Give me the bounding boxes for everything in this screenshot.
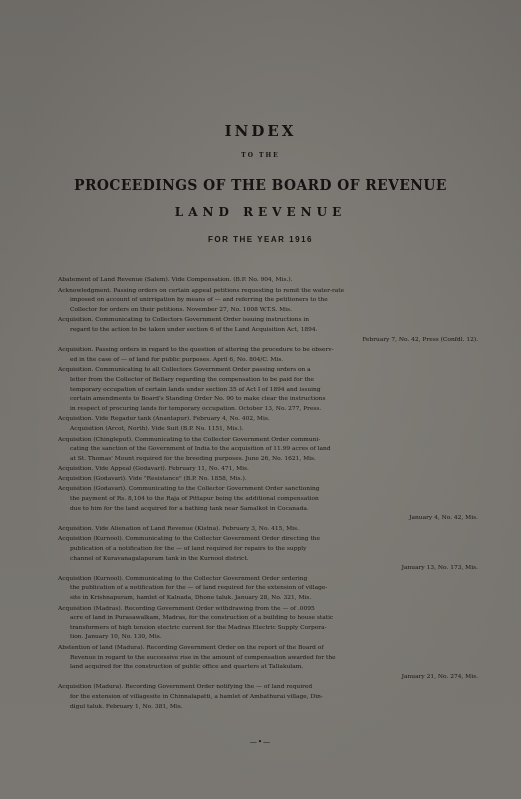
index-entry bbox=[58, 644, 478, 682]
entry-line: acre of land in Purasawalkam, Madras, for the construction of a building to house static bbox=[70, 615, 334, 622]
entry-line: for the extension of villagesite in Chinnalapatti, a hamlet of Ambathurai village, Din- bbox=[70, 693, 323, 700]
entry-line: channel of Kuravanagalapuram tank in the Kurnool district. bbox=[70, 555, 249, 562]
index-entry bbox=[58, 465, 478, 484]
entry-line: certain amendments to Board's Standing Order No. 90 to make clear the instructions bbox=[70, 396, 326, 403]
entry-line: Acquisition (Godavari). Vide "Resistance" (B.P. No. 1858, Mis.). bbox=[58, 475, 247, 482]
entry-line: Acquisition (Chingleput). Communicating to the Collector Government Order communi- bbox=[58, 436, 321, 443]
index-heading: INDEX bbox=[224, 122, 297, 140]
index-entry bbox=[58, 683, 478, 712]
entry-line: regard to the action to be taken under section 6 of the Land Acquisition Act, 1894. bbox=[70, 326, 318, 333]
entry-line: Acquisition (Kurnool). Communicating to the Collector Government Order directing the bbox=[58, 536, 321, 543]
page-ornament: —•— bbox=[249, 738, 272, 746]
entry-line: Acquisition. Vide Alienation of Land Revenue (Kistna). February 3, No. 415, Mis. bbox=[58, 525, 299, 532]
proceedings-heading: PROCEEDINGS OF THE BOARD OF REVENUE bbox=[74, 176, 447, 194]
index-entry bbox=[58, 436, 478, 465]
entry-line: the publication of a notification for the — of land required for the extension of village- bbox=[70, 585, 328, 592]
index-entries bbox=[58, 276, 478, 713]
entry-line: Acquisition (Godavari). Communicating to the Collector Government Order sanctioning bbox=[58, 486, 320, 493]
entry-line: Acquisition. Vide Regadur tank (Anantapur). February 4, No. 402, Mis. bbox=[58, 416, 270, 423]
entry-line: site in Krishnapuram, hamlet of Kalnada, Dhone taluk. January 28, No. 321, Mis. bbox=[70, 595, 312, 601]
entry-line: tion. January 10, No. 130, Mis. bbox=[70, 634, 162, 641]
entry-line: Acquisition. Vide Appeal (Godavari). February 11, No. 471, Mis. bbox=[58, 466, 249, 473]
entry-line: temporary occupation of certain lands under section 35 of Act I of 1894 and issuing bbox=[70, 386, 321, 393]
entry-line: imposed on account of unirrigation by means of — and referring the petitioners to the bbox=[70, 297, 328, 304]
entry-line: publication of a notification for the — of land required for repairs to the supply bbox=[70, 546, 307, 553]
entry-line: Abatement of Land Revenue (Salem). Vide Compensation. (B.P. No. 904, Mis.). bbox=[58, 277, 293, 283]
year-heading: FOR THE YEAR 1916 bbox=[208, 235, 313, 244]
entry-line: in respect of procuring lands for temporary occupation. October 13, No. 277, Press. bbox=[70, 405, 322, 412]
entry-line: ed in the case of — of land for public purposes. April 6, No. 804/C. Mis. bbox=[70, 356, 284, 363]
index-entry bbox=[58, 415, 478, 434]
entry-line: Acquisition (Kurnool). Communicating to the Collector Government Order ordering bbox=[58, 575, 308, 582]
index-entry bbox=[58, 366, 478, 414]
to-the-heading: TO THE bbox=[241, 152, 280, 159]
entry-line: January 4, No. 42, Mis. bbox=[409, 515, 478, 522]
entry-line: Acquisition (Madras). Recording Government Order withdrawing from the — of .0095 bbox=[58, 605, 315, 612]
index-entry bbox=[58, 316, 478, 345]
index-entry bbox=[58, 525, 478, 535]
index-entry bbox=[58, 535, 478, 573]
index-entry bbox=[58, 575, 478, 604]
entry-line: digul taluk. February 1, No. 381, Mis. bbox=[70, 703, 183, 710]
index-entry bbox=[58, 287, 478, 316]
entry-line: January 13, No. 173, Mis. bbox=[401, 565, 478, 572]
entry-line: Acquisition (Arcot, North). Vide Suit (B.P. No. 1151, Mis.). bbox=[70, 425, 244, 432]
entry-line: Acquisition. Communicating to all Collectors Government Order passing orders on a bbox=[58, 367, 311, 374]
entry-line: Revenue in regard to the successive rise in the amount of compensation awarded for the bbox=[70, 654, 336, 661]
entry-line: cating the sanction of the Government of India to the acquisition of 11.99 acres of land bbox=[70, 446, 331, 453]
index-entry bbox=[58, 276, 478, 286]
index-entry bbox=[58, 485, 478, 523]
entry-line: January 21, No. 274, Mis. bbox=[401, 673, 478, 680]
index-entry bbox=[58, 346, 478, 365]
entry-line: Abstention of land (Madura). Recording Government Order on the report of the Board of bbox=[58, 644, 324, 651]
entry-line: land acquired for the construction of public office and quarters at Tallakulam. bbox=[70, 664, 304, 671]
entry-line: at St. Thomas' Mount required for the breeding purposes. June 26, No. 1621, Mis. bbox=[70, 455, 316, 462]
index-entry bbox=[58, 605, 478, 643]
entry-line: Acquisition. Communicating to Collectors Government Order issuing instructions in bbox=[58, 317, 310, 324]
entry-line: transformers of high tension electric current for the Madras Electric Supply Corpora- bbox=[70, 624, 327, 631]
entry-line: letter from the Collector of Bellary regarding the compensation to be paid for the bbox=[70, 376, 314, 383]
entry-line: Acquisition (Madura). Recording Government Order notifying the — of land required bbox=[58, 684, 313, 691]
entry-line: Acknowledgment. Passing orders on certain appeal petitions requesting to remit the water-rate bbox=[58, 287, 345, 294]
land-revenue-heading: LAND REVENUE bbox=[174, 205, 347, 219]
entry-line: Collector for orders on their petitions. November 27, No. 1008 W.T.S. Mis. bbox=[70, 306, 292, 313]
entry-line: Acquisition. Passing orders in regard to the question of altering the procedure to be observ- bbox=[58, 347, 334, 354]
entry-line: February 7, No. 42, Press (Confdl. 12). bbox=[362, 336, 478, 343]
entry-line: the payment of Rs. 8,104 to the Raja of Pittapur being the additional compensation bbox=[70, 496, 319, 503]
entry-line: due to him for the land acquired for a bathing tank near Samalkot in Cocanada. bbox=[70, 505, 309, 512]
